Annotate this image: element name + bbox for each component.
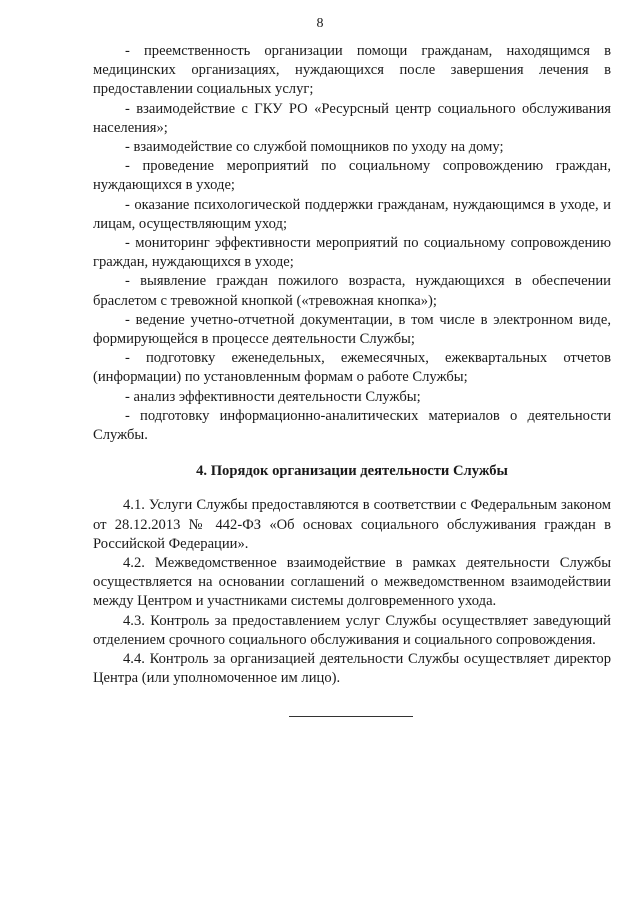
section-paragraph: 4.3. Контроль за предоставлением услуг Службы осуществляет заведующий отделением срочного социального обслуживания и социального сопровождения. [93, 612, 611, 648]
list-item: - преемственность организации помощи гражданам, находящимся в медицинских организациях, нуждающихся после завершения лечения в предоставлении социальных услуг; [93, 43, 611, 98]
section-paragraph: 4.2. Межведомственное взаимодействие в рамках деятельности Службы осуществляется на основании соглашений о межведомственном взаимодействии между Центром и участниками системы долговременного ухода. [93, 555, 611, 610]
list-item: - оказание психологической поддержки гражданам, нуждающимся в уходе, и лицам, осуществляющим уход; [93, 196, 611, 232]
end-divider [289, 716, 413, 717]
page-number: 8 [316, 16, 324, 31]
list-item: - подготовку еженедельных, ежемесячных, ежеквартальных отчетов (информации) по установленным формам о работе Службы; [93, 350, 611, 386]
list-item: - мониторинг эффективности мероприятий по социальному сопровождению граждан, нуждающихся в уходе; [93, 235, 611, 271]
section-heading: 4. Порядок организации деятельности Службы [196, 463, 508, 480]
list-item: - ведение учетно-отчетной документации, в том числе в электронном виде, формирующейся в процессе деятельности Службы; [93, 311, 611, 348]
list-item: - проведение мероприятий по социальному сопровождению граждан, нуждающихся в уходе; [93, 158, 611, 194]
list-item: - взаимодействие со службой помощников по уходу на дому; [125, 139, 504, 156]
list-item: - выявление граждан пожилого возраста, нуждающихся в обеспечении браслетом с тревожной кнопкой («тревожная кнопка»); [93, 273, 611, 309]
list-item: - подготовку информационно-аналитических материалов о деятельности Службы. [93, 407, 611, 444]
list-item: - взаимодействие с ГКУ РО «Ресурсный центр социального обслуживания населения»; [93, 100, 611, 136]
section-paragraph: 4.4. Контроль за организацией деятельности Службы осуществляет директор Центра (или уполномоченное им лицо). [93, 651, 611, 687]
section-paragraph: 4.1. Услуги Службы предоставляются в соответствии с Федеральным законом от 28.12.2013 № 442-ФЗ «Об основах социального обслуживания граждан в Российской Федерации». [93, 497, 611, 552]
document-body [93, 42, 611, 689]
list-item: - анализ эффективности деятельности Службы; [125, 388, 421, 405]
